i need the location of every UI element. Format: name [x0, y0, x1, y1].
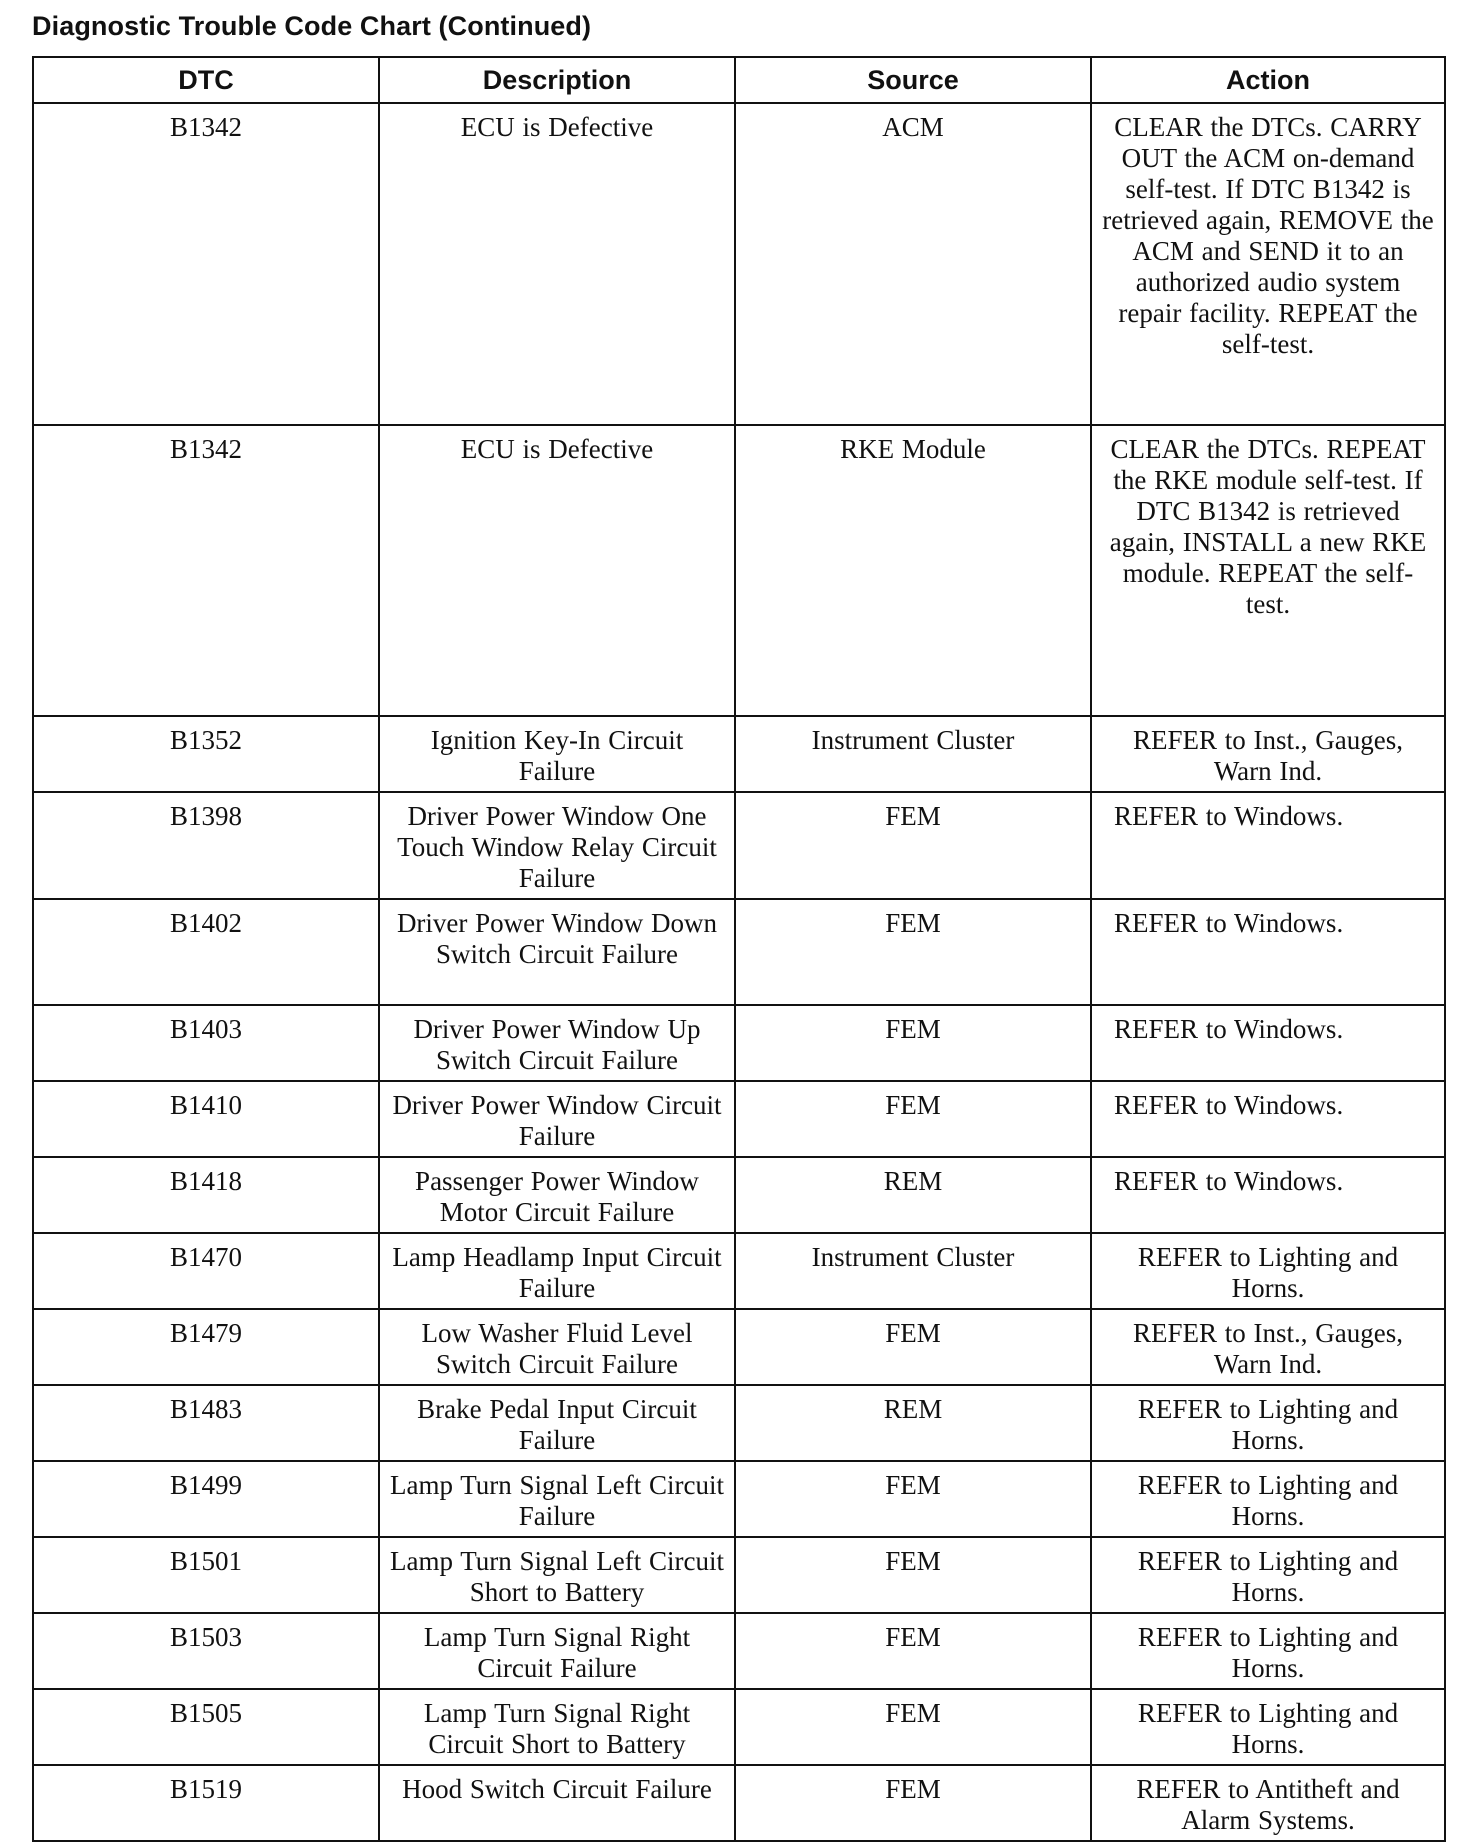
- action-cell: CLEAR the DTCs. REPEAT the RKE module self-test. If DTC B1342 is retrieved again, INSTALL a new RKE module. REPEAT the self-test.: [1091, 425, 1445, 716]
- dtc-cell: B1501: [33, 1537, 379, 1613]
- dtc-cell: B1483: [33, 1385, 379, 1461]
- description-cell: Low Washer Fluid Level Switch Circuit Failure: [379, 1309, 735, 1385]
- dtc-cell: B1505: [33, 1689, 379, 1765]
- description-cell: Lamp Turn Signal Left Circuit Short to Battery: [379, 1537, 735, 1613]
- table-row: [33, 1765, 1445, 1841]
- description-cell: Lamp Turn Signal Left Circuit Failure: [379, 1461, 735, 1537]
- action-cell: REFER to Windows.: [1091, 1081, 1445, 1157]
- source-cell: FEM: [735, 1309, 1091, 1385]
- table-row: [33, 1461, 1445, 1537]
- dtc-cell: B1398: [33, 792, 379, 899]
- column-header-description: Description: [379, 57, 735, 103]
- dtc-cell: B1519: [33, 1765, 379, 1841]
- source-cell: REM: [735, 1385, 1091, 1461]
- description-cell: Ignition Key-In Circuit Failure: [379, 716, 735, 792]
- action-cell: REFER to Lighting and Horns.: [1091, 1613, 1445, 1689]
- action-cell: REFER to Inst., Gauges, Warn Ind.: [1091, 1309, 1445, 1385]
- description-cell: ECU is Defective: [379, 425, 735, 716]
- source-cell: FEM: [735, 899, 1091, 1005]
- action-cell: REFER to Antitheft and Alarm Systems.: [1091, 1765, 1445, 1841]
- description-cell: Lamp Headlamp Input Circuit Failure: [379, 1233, 735, 1309]
- action-cell: REFER to Lighting and Horns.: [1091, 1537, 1445, 1613]
- description-cell: Lamp Turn Signal Right Circuit Short to Battery: [379, 1689, 735, 1765]
- table-row: [33, 1157, 1445, 1233]
- description-cell: ECU is Defective: [379, 103, 735, 425]
- source-cell: FEM: [735, 1461, 1091, 1537]
- dtc-cell: B1418: [33, 1157, 379, 1233]
- description-cell: Hood Switch Circuit Failure: [379, 1765, 735, 1841]
- source-cell: ACM: [735, 103, 1091, 425]
- table-row: [33, 103, 1445, 425]
- action-cell: CLEAR the DTCs. CARRY OUT the ACM on-demand self-test. If DTC B1342 is retrieved again, REMOVE the ACM and SEND it to an authorized audio system repair facility. REPEAT the self-test.: [1091, 103, 1445, 425]
- table-row: [33, 1613, 1445, 1689]
- dtc-cell: B1342: [33, 103, 379, 425]
- source-cell: FEM: [735, 1689, 1091, 1765]
- table-row: [33, 792, 1445, 899]
- action-cell: REFER to Windows.: [1091, 899, 1445, 1005]
- description-cell: Passenger Power Window Motor Circuit Failure: [379, 1157, 735, 1233]
- dtc-cell: B1403: [33, 1005, 379, 1081]
- source-cell: FEM: [735, 1005, 1091, 1081]
- column-header-source: Source: [735, 57, 1091, 103]
- dtc-cell: B1499: [33, 1461, 379, 1537]
- table-row: [33, 1233, 1445, 1309]
- source-cell: FEM: [735, 1765, 1091, 1841]
- description-cell: Driver Power Window One Touch Window Relay Circuit Failure: [379, 792, 735, 899]
- source-cell: RKE Module: [735, 425, 1091, 716]
- dtc-cell: B1410: [33, 1081, 379, 1157]
- table-row: [33, 425, 1445, 716]
- column-header-action: Action: [1091, 57, 1445, 103]
- dtc-cell: B1503: [33, 1613, 379, 1689]
- source-cell: Instrument Cluster: [735, 1233, 1091, 1309]
- table-row: [33, 1309, 1445, 1385]
- action-cell: REFER to Windows.: [1091, 1005, 1445, 1081]
- action-cell: REFER to Lighting and Horns.: [1091, 1689, 1445, 1765]
- action-cell: REFER to Lighting and Horns.: [1091, 1233, 1445, 1309]
- table-row: [33, 1689, 1445, 1765]
- action-cell: REFER to Lighting and Horns.: [1091, 1385, 1445, 1461]
- action-cell: REFER to Windows.: [1091, 1157, 1445, 1233]
- description-cell: Driver Power Window Down Switch Circuit Failure: [379, 899, 735, 1005]
- dtc-table: [32, 56, 1446, 1842]
- description-cell: Lamp Turn Signal Right Circuit Failure: [379, 1613, 735, 1689]
- table-header-row: [33, 57, 1445, 103]
- action-cell: REFER to Inst., Gauges, Warn Ind.: [1091, 716, 1445, 792]
- table-row: [33, 1081, 1445, 1157]
- table-row: [33, 716, 1445, 792]
- table-row: [33, 899, 1445, 1005]
- description-cell: Brake Pedal Input Circuit Failure: [379, 1385, 735, 1461]
- description-cell: Driver Power Window Circuit Failure: [379, 1081, 735, 1157]
- source-cell: FEM: [735, 1081, 1091, 1157]
- dtc-cell: B1470: [33, 1233, 379, 1309]
- table-row: [33, 1385, 1445, 1461]
- action-cell: REFER to Windows.: [1091, 792, 1445, 899]
- source-cell: FEM: [735, 792, 1091, 899]
- dtc-cell: B1402: [33, 899, 379, 1005]
- dtc-cell: B1479: [33, 1309, 379, 1385]
- page-title: Diagnostic Trouble Code Chart (Continued): [32, 11, 592, 41]
- source-cell: Instrument Cluster: [735, 716, 1091, 792]
- source-cell: FEM: [735, 1613, 1091, 1689]
- dtc-cell: B1352: [33, 716, 379, 792]
- column-header-dtc: DTC: [33, 57, 379, 103]
- source-cell: FEM: [735, 1537, 1091, 1613]
- table-row: [33, 1005, 1445, 1081]
- description-cell: Driver Power Window Up Switch Circuit Failure: [379, 1005, 735, 1081]
- dtc-cell: B1342: [33, 425, 379, 716]
- source-cell: REM: [735, 1157, 1091, 1233]
- action-cell: REFER to Lighting and Horns.: [1091, 1461, 1445, 1537]
- table-row: [33, 1537, 1445, 1613]
